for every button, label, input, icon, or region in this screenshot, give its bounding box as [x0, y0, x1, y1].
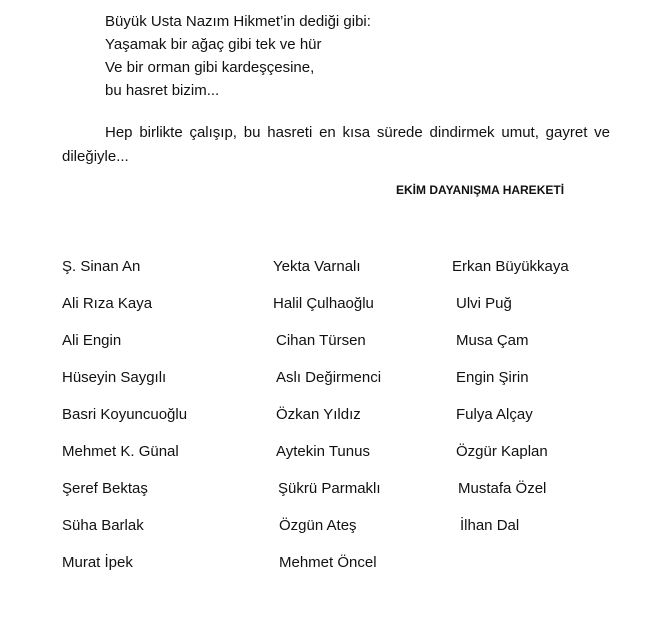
signatory-name: Erkan Büyükkaya — [452, 258, 569, 275]
signatory-name: Şeref Bektaş — [62, 480, 148, 497]
signatory-name: Halil Çulhaoğlu — [273, 295, 374, 312]
signatory-name: Basri Koyuncuoğlu — [62, 406, 188, 423]
signatory-name: Aslı Değirmenci — [276, 369, 382, 386]
signatory-name: Yekta Varnalı — [273, 258, 361, 275]
signatory-name: Aytekin Tunus — [276, 443, 370, 460]
signatory-name: Şükrü Parmaklı — [278, 480, 381, 497]
signatory-name: Ulvi Puğ — [456, 295, 512, 312]
signatory-name: Musa Çam — [456, 332, 529, 349]
signatory-name: Süha Barlak — [62, 517, 144, 534]
poem-line: Yaşamak bir ağaç gibi tek ve hür — [105, 36, 322, 53]
signatory-name: Özgün Ateş — [279, 517, 357, 534]
poem-line: bu hasret bizim... — [105, 82, 220, 99]
signatory-name: İlhan Dal — [460, 517, 520, 534]
poem-line: Ve bir orman gibi kardeşçesine, — [105, 59, 315, 76]
signatory-name: Engin Şirin — [456, 369, 529, 386]
poem-line: Büyük Usta Nazım Hikmet’in dediği gibi: — [105, 13, 371, 30]
closing-paragraph: Hep birlikte çalışıp, bu hasreti en kısa sürede dindirmek umut, gayret ve dileğiyle... — [62, 124, 610, 165]
signatory-name: Cihan Türsen — [276, 332, 366, 349]
signatory-name: Hüseyin Saygılı — [62, 369, 167, 386]
signatory-name: Mehmet Öncel — [279, 554, 377, 571]
signature-heading: EKİM DAYANIŞMA HAREKETİ — [396, 183, 565, 197]
signatory-name: Murat İpek — [62, 554, 133, 571]
signatory-name: Mustafa Özel — [458, 480, 547, 497]
signatory-name: Ş. Sinan An — [62, 258, 141, 275]
signatory-name: Mehmet K. Günal — [62, 443, 179, 460]
signatory-name: Özgür Kaplan — [456, 443, 548, 460]
signatory-name: Fulya Alçay — [456, 406, 533, 423]
signatory-name: Özkan Yıldız — [276, 406, 361, 423]
signatory-name: Ali Engin — [62, 332, 122, 349]
signatory-name: Ali Rıza Kaya — [62, 295, 153, 312]
